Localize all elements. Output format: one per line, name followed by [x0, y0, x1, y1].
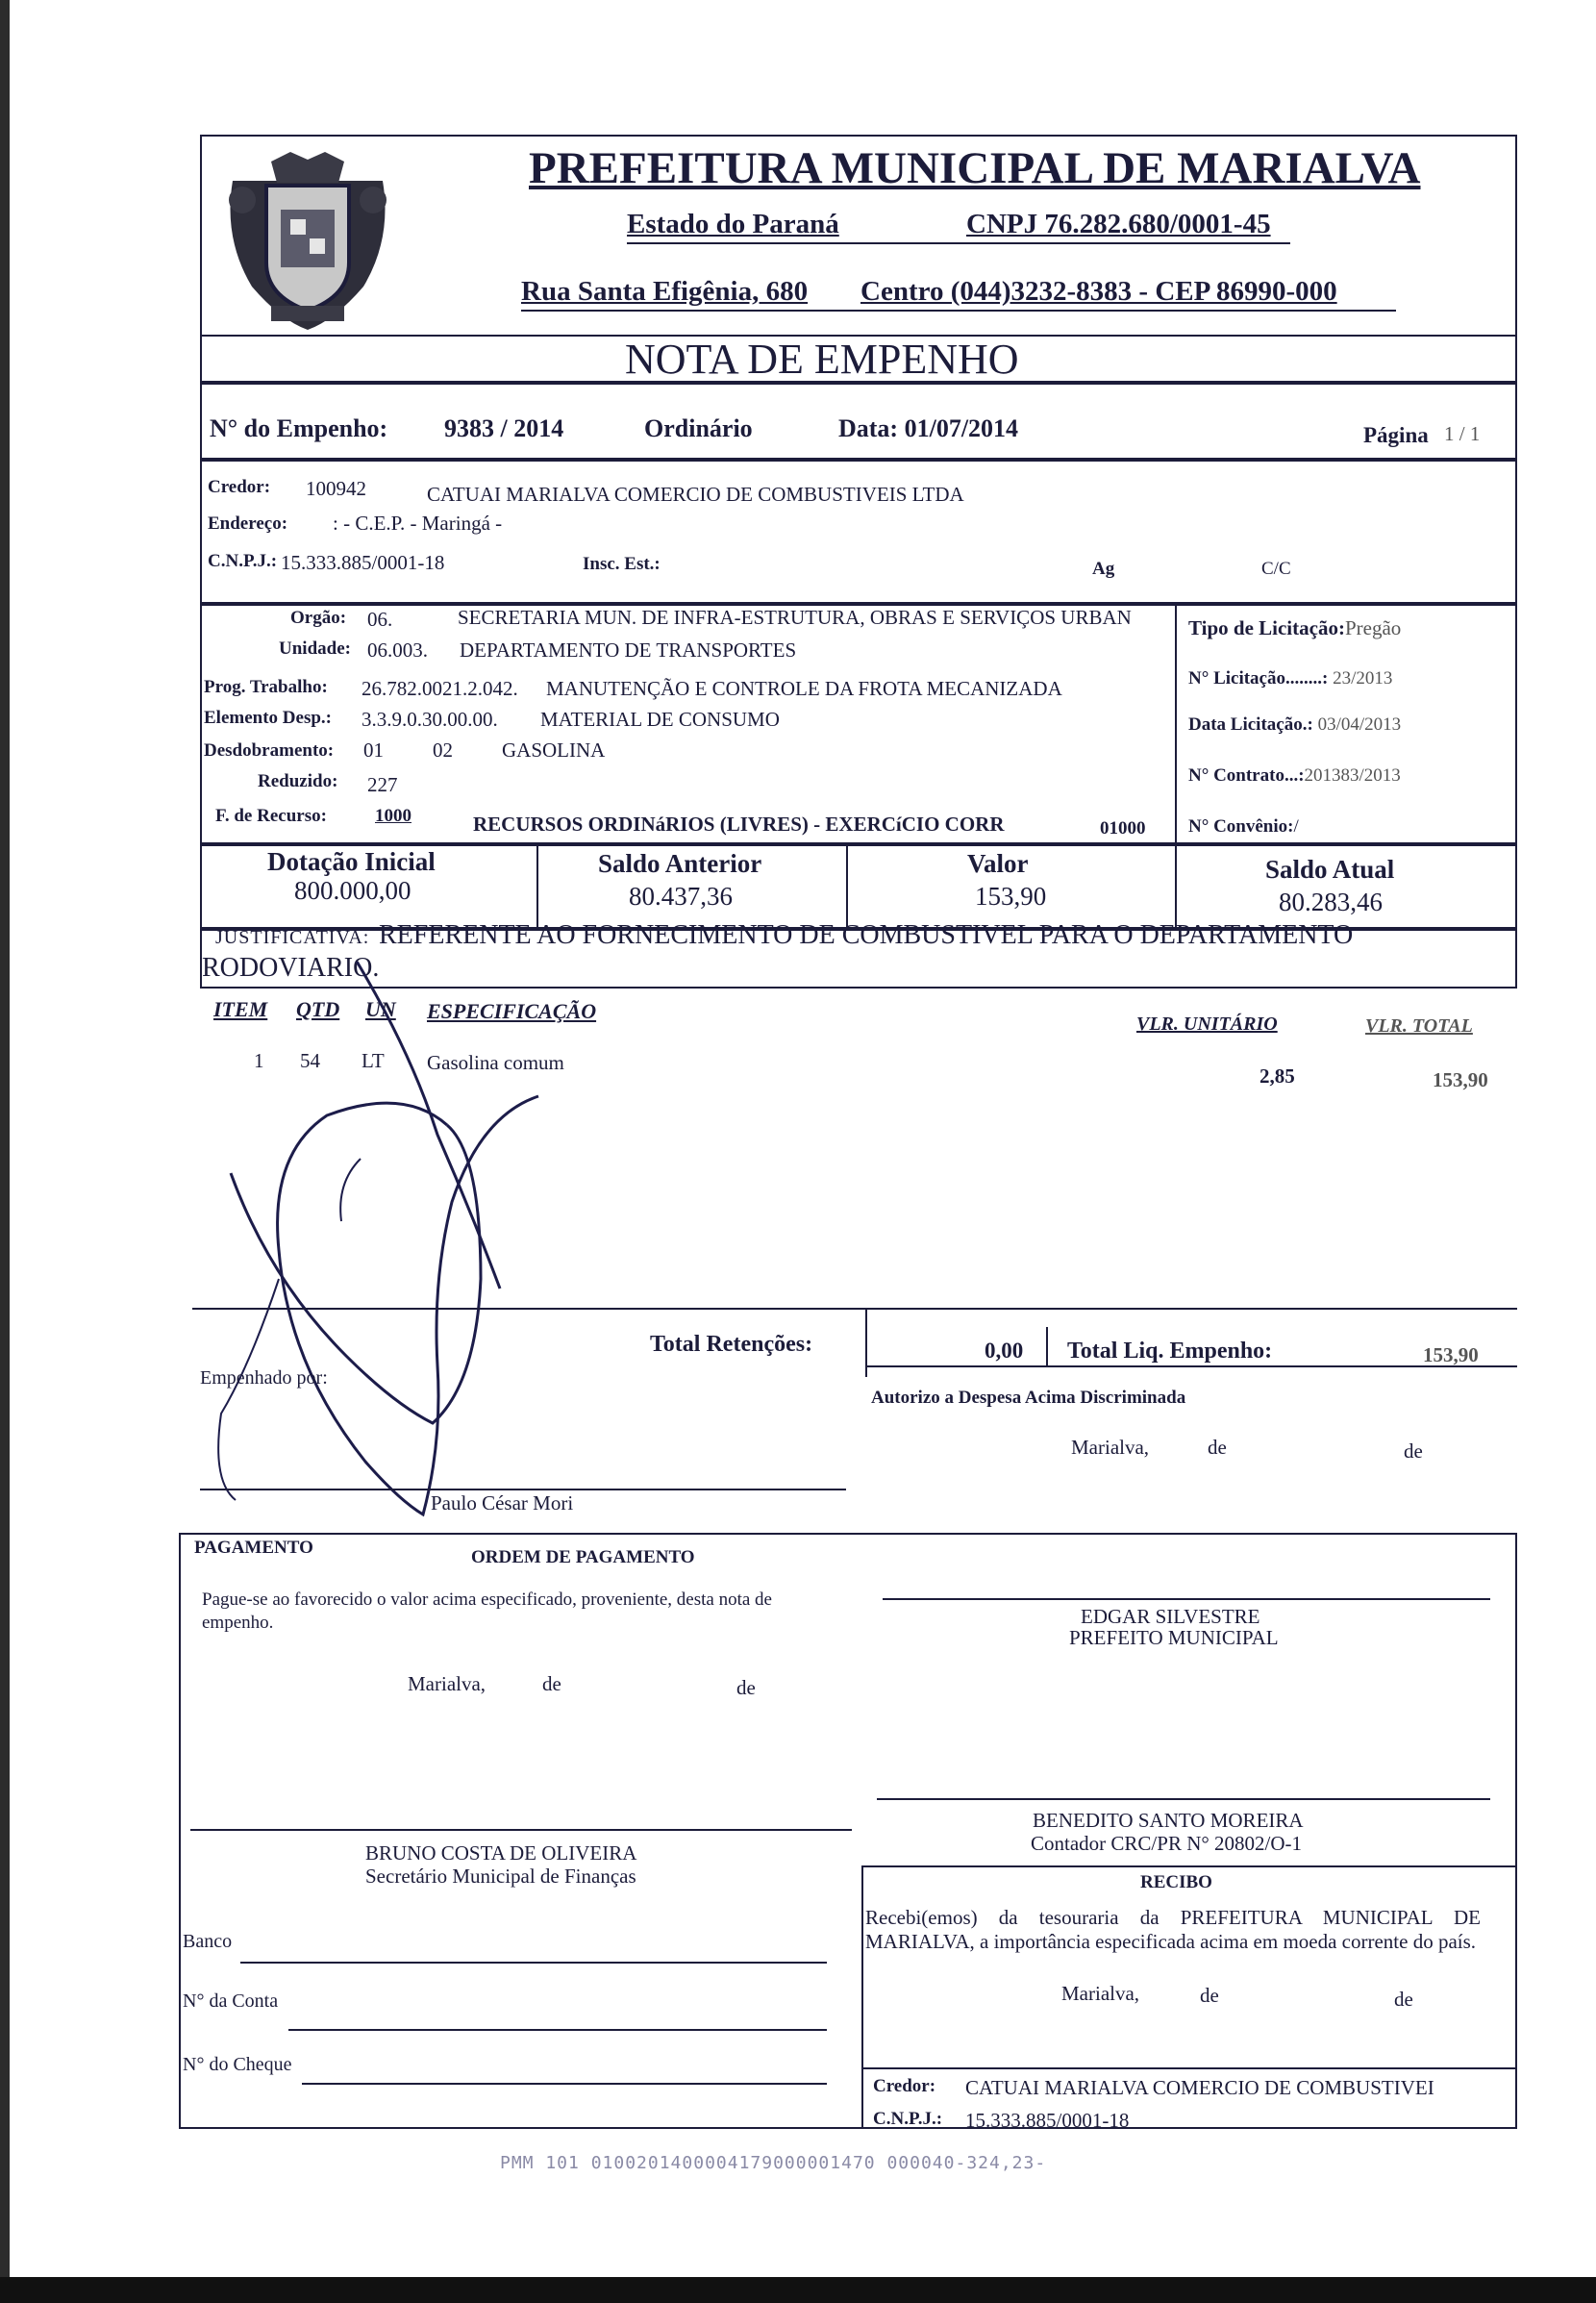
- insc-label: Insc. Est.:: [583, 554, 661, 574]
- justificativa-line1: REFERENTE AO FORNECIMENTO DE COMBUSTIVEL PARA O DEPARTAMENTO: [379, 920, 1354, 950]
- licitacao-numero-label: N° Licitação........:: [1188, 668, 1329, 688]
- recibo-place: Marialva,: [1061, 1982, 1140, 2005]
- autorizo-de-1: de: [1208, 1436, 1227, 1459]
- header-underline-1: [627, 242, 1290, 244]
- licitacao-convenio-label: N° Convênio:: [1188, 816, 1294, 837]
- contador-sign-line: [877, 1798, 1490, 1800]
- elemento-name: MATERIAL DE CONSUMO: [540, 708, 780, 731]
- licitacao-convenio: [1188, 817, 1299, 838]
- cnpj-label: C.N.P.J.:: [208, 551, 278, 571]
- prefeito-name: EDGAR SILVESTRE: [1081, 1605, 1260, 1628]
- ordem-de-1: de: [542, 1672, 561, 1695]
- cheque-line: [302, 2083, 827, 2085]
- item-1-unit-value: 2,85: [1259, 1064, 1295, 1088]
- licitacao-convenio-value: /: [1293, 816, 1299, 837]
- licitacao-contrato-label: N° Contrato...:: [1188, 765, 1305, 786]
- ret-div-1: [865, 1310, 867, 1377]
- dotacao-value: 800.000,00: [294, 876, 411, 905]
- header-contact: Centro (044)3232-8383 - CEP 86990-000: [860, 276, 1337, 307]
- dotacao-label: Dotação Inicial: [267, 847, 436, 876]
- col-spec: ESPECIFICAÇÃO: [427, 999, 597, 1023]
- secretario-name: BRUNO COSTA DE OLIVEIRA: [365, 1841, 637, 1865]
- col-unit-value: VLR. UNITÁRIO: [1136, 1014, 1278, 1035]
- address-label: Endereço:: [208, 513, 288, 534]
- ordem-text: Pague-se ao favorecido o valor acima especificado, proveniente, desta nota de empenho.: [202, 1590, 772, 1633]
- saldo-anterior-value: 80.437,36: [629, 882, 733, 911]
- secretario-role: Secretário Municipal de Finanças: [365, 1865, 636, 1888]
- final-credor-label: Credor:: [873, 2076, 936, 2096]
- licitacao-numero-value: 23/2013: [1333, 668, 1393, 688]
- licitacao-data-label: Data Licitação.:: [1188, 714, 1313, 735]
- licitacao-contrato-value: 201383/2013: [1304, 765, 1401, 786]
- recurso-num: 01000: [1100, 818, 1146, 839]
- desdobramento-b: 02: [433, 738, 453, 762]
- page-number: 1 / 1: [1444, 422, 1481, 445]
- address-value: : - C.E.P. - Maringá -: [333, 512, 503, 535]
- valor-value: 153,90: [975, 882, 1047, 911]
- document-title: NOTA DE EMPENHO: [625, 336, 1019, 383]
- cnpj-value: 15.333.885/0001-18: [281, 551, 445, 574]
- autorizo-place: Marialva,: [1071, 1436, 1150, 1459]
- empenho-date: Data: 01/07/2014: [838, 414, 1019, 442]
- ret-div-2: [1046, 1327, 1048, 1365]
- recibo-label: RECIBO: [1140, 1872, 1212, 1892]
- prog-name: MANUTENÇÃO E CONTROLE DA FROTA MECANIZADA: [546, 677, 1062, 700]
- empenho-type: Ordinário: [644, 414, 753, 442]
- liq-label: Total Liq. Empenho:: [1067, 1339, 1273, 1364]
- ordem-de-2: de: [736, 1676, 756, 1699]
- contador-name: BENEDITO SANTO MOREIRA: [1033, 1809, 1304, 1832]
- final-cnpj-value: 15.333.885/0001-18: [965, 2109, 1130, 2132]
- empenhado-label: Empenhado por:: [200, 1367, 328, 1389]
- retencoes-value: 0,00: [985, 1339, 1024, 1363]
- secretario-sign-line: [190, 1829, 852, 1831]
- cc-label: C/C: [1261, 559, 1291, 579]
- prefeito-role: PREFEITO MUNICIPAL: [1069, 1626, 1279, 1649]
- bank-stamp: PMM 101 0100201400004179000001470 000040-324,23-: [500, 2153, 1047, 2173]
- retencoes-label: Total Retenções:: [650, 1332, 813, 1357]
- orgao-label: Orgão:: [290, 608, 347, 628]
- conta-line: [288, 2029, 827, 2031]
- recurso-code: 1000: [375, 806, 411, 826]
- final-credor-name: CATUAI MARIALVA COMERCIO DE COMBUSTIVEI: [965, 2076, 1434, 2099]
- liq-value: 153,90: [1423, 1343, 1479, 1366]
- recibo-vertical: [861, 1865, 863, 2129]
- unidade-label: Unidade:: [279, 638, 351, 659]
- empenhado-sign-line: [200, 1489, 846, 1490]
- ret-bottom-line: [865, 1365, 1517, 1367]
- coat-of-arms-icon: [213, 142, 402, 335]
- saldo-atual-label: Saldo Atual: [1265, 855, 1395, 884]
- unidade-code: 06.003.: [367, 638, 428, 662]
- licitacao-tipo-label: Tipo de Licitação:: [1188, 616, 1345, 639]
- budget-vertical-divider: [1175, 604, 1177, 844]
- item-1-un: LT: [362, 1049, 385, 1072]
- totals-div-2: [846, 844, 848, 929]
- unidade-name: DEPARTAMENTO DE TRANSPORTES: [460, 638, 797, 662]
- banco-label: Banco: [183, 1931, 233, 1952]
- licitacao-tipo: [1188, 617, 1401, 639]
- page-label: Página: [1363, 423, 1429, 447]
- credor-name: CATUAI MARIALVA COMERCIO DE COMBUSTIVEIS LTDA: [427, 483, 964, 506]
- autorizo-text: Autorizo a Despesa Acima Discriminada: [871, 1388, 1186, 1408]
- desdobramento-name: GASOLINA: [502, 738, 606, 762]
- justificativa-line2: RODOVIARIO.: [202, 953, 380, 983]
- licitacao-data: [1188, 715, 1401, 736]
- cheque-label: N° do Cheque: [183, 2054, 292, 2075]
- reduzido-label: Reduzido:: [258, 771, 338, 791]
- col-un: UN: [365, 997, 396, 1021]
- scan-left-edge: [0, 0, 10, 2303]
- banco-line: [240, 1962, 827, 1964]
- saldo-atual-value: 80.283,46: [1279, 888, 1383, 916]
- conta-label: N° da Conta: [183, 1990, 279, 2012]
- empenhado-name: Paulo César Mori: [431, 1491, 574, 1514]
- prog-label: Prog. Trabalho:: [204, 677, 328, 697]
- pagamento-label: PAGAMENTO: [194, 1538, 313, 1558]
- orgao-name: SECRETARIA MUN. DE INFRA-ESTRUTURA, OBRAS E SERVIÇOS URBAN: [458, 606, 1132, 629]
- item-1-total-value: 153,90: [1433, 1068, 1488, 1091]
- credor-final-line: [861, 2067, 1517, 2069]
- recibo-de-2: de: [1394, 1988, 1413, 2011]
- desdobramento-label: Desdobramento:: [204, 740, 335, 761]
- desdobramento-a: 01: [363, 738, 384, 762]
- totals-div-3: [1175, 844, 1177, 929]
- justificativa-label: JUSTIFICATIVA:: [215, 927, 370, 948]
- reduzido-value: 227: [367, 773, 398, 796]
- header-state: Estado do Paraná: [627, 209, 839, 239]
- item-1-spec: Gasolina comum: [427, 1051, 564, 1074]
- recurso-label: F. de Recurso:: [215, 806, 327, 826]
- ordem-label: ORDEM DE PAGAMENTO: [471, 1547, 695, 1567]
- col-total-value: VLR. TOTAL: [1365, 1015, 1473, 1037]
- header-title: PREFEITURA MUNICIPAL DE MARIALVA: [529, 143, 1421, 193]
- item-1-qtd: 54: [300, 1049, 320, 1072]
- autorizo-de-2: de: [1404, 1439, 1423, 1463]
- valor-label: Valor: [967, 849, 1029, 878]
- ag-label: Ag: [1092, 559, 1115, 579]
- credor-code: 100942: [306, 477, 366, 500]
- header-underline-2: [521, 310, 1396, 312]
- recurso-name: RECURSOS ORDINáRIOS (LIVRES) - EXERCíCIO CORR: [473, 813, 1005, 836]
- licitacao-numero: [1188, 669, 1392, 689]
- scan-bottom-edge: [0, 2277, 1596, 2303]
- recibo-de-1: de: [1200, 1984, 1219, 2007]
- contador-role: Contador CRC/PR N° 20802/O-1: [1031, 1832, 1303, 1855]
- ret-top-line: [192, 1308, 1517, 1310]
- recibo-text: Recebi(emos) da tesouraria da PREFEITURA MUNICIPAL DE MARIALVA, a importância especificada acima em moeda corrente do país.: [865, 1906, 1481, 1954]
- col-qtd: QTD: [296, 997, 340, 1021]
- ordem-place: Marialva,: [408, 1672, 486, 1695]
- prog-code: 26.782.0021.2.042.: [362, 677, 518, 700]
- prefeito-sign-line: [883, 1598, 1490, 1600]
- signature-scribble: [192, 962, 731, 1539]
- recibo-top-line: [861, 1865, 1517, 1867]
- empenho-number-label: N° do Empenho:: [210, 414, 388, 442]
- header-address: Rua Santa Efigênia, 680: [521, 276, 809, 307]
- licitacao-data-value: 03/04/2013: [1317, 714, 1402, 735]
- header-cnpj: CNPJ 76.282.680/0001-45: [966, 209, 1271, 239]
- final-cnpj-label: C.N.P.J.:: [873, 2109, 943, 2129]
- item-1-number: 1: [254, 1049, 264, 1072]
- elemento-label: Elemento Desp.:: [204, 708, 332, 728]
- saldo-anterior-label: Saldo Anterior: [598, 849, 762, 878]
- empenho-number: 9383 / 2014: [444, 414, 564, 442]
- totals-div-1: [536, 844, 538, 929]
- licitacao-contrato: [1188, 766, 1401, 787]
- licitacao-tipo-value: Pregão: [1344, 616, 1402, 639]
- col-item: ITEM: [213, 997, 268, 1021]
- elemento-code: 3.3.9.0.30.00.00.: [362, 708, 498, 731]
- orgao-code: 06.: [367, 608, 393, 631]
- credor-label: Credor:: [208, 477, 271, 497]
